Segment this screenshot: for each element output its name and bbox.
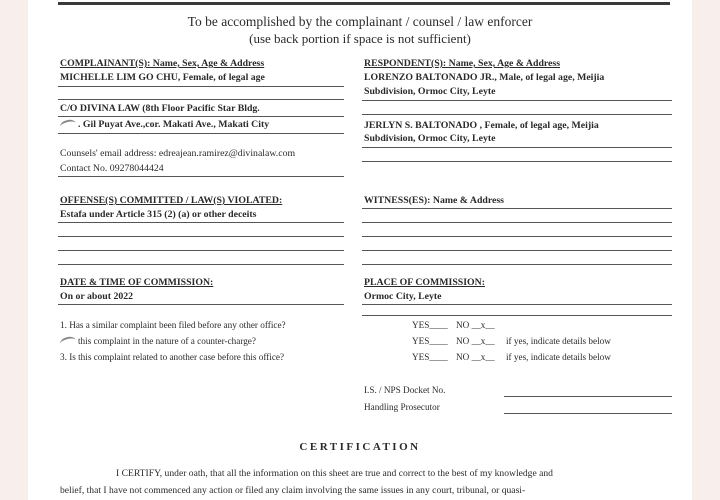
- pen-mark-icon: [59, 118, 77, 132]
- question-2-note: if yes, indicate details below: [506, 336, 611, 346]
- question-2-text: this complaint in the nature of a counter-charge?: [78, 336, 256, 346]
- offense-value: Estafa under Article 315 (2) (a) or other deceits: [60, 209, 257, 220]
- respondent-line-1: [362, 100, 672, 101]
- question-3-note: if yes, indicate details below: [506, 352, 611, 362]
- offense-line-1: [58, 222, 344, 223]
- certification-line-1: I CERTIFY, under oath, that all the information on this sheet are true and correct to the best of my knowledge and: [116, 468, 553, 479]
- date-time-value: On or about 2022: [60, 291, 134, 302]
- date-time-line: [58, 304, 344, 305]
- complainant-heading: COMPLAINANT(S): Name, Sex, Age & Address: [60, 58, 265, 69]
- docket-line: [504, 396, 672, 397]
- question-3-text: 3. Is this complaint related to another case before this office?: [60, 352, 285, 362]
- offense-line-4: [58, 264, 344, 265]
- complainant-line-1: [58, 86, 344, 87]
- offense-heading: OFFENSE(S) COMMITTED / LAW(S) VIOLATED:: [60, 195, 283, 206]
- question-3-no: NO __x__: [456, 352, 495, 362]
- intro-line-1: To be accomplished by the complainant / counsel / law enforcer: [187, 14, 533, 29]
- witness-line-5: [362, 264, 672, 265]
- complainant-address-2-wrap: [60, 119, 269, 130]
- respondent-line-4: [362, 161, 672, 162]
- complainant-line-3: [58, 116, 344, 117]
- complainant-value: MICHELLE LIM GO CHU, Female, of legal age: [60, 72, 265, 83]
- pen-mark-icon: [59, 335, 77, 349]
- complainant-email: Counsels' email address: edreajean.ramirez@divinalaw.com: [60, 148, 296, 159]
- top-border-line: [58, 2, 670, 5]
- complainant-address-2: . Gil Puyat Ave.,cor. Makati Ave., Makati City: [78, 119, 270, 130]
- witness-line-3: [362, 236, 672, 237]
- place-line-2: [362, 315, 672, 316]
- complaint-sheet-page: [28, 0, 692, 500]
- respondent-2-line-2: Subdivision, Ormoc City, Leyte: [364, 133, 496, 144]
- question-2-no: NO __x__: [456, 336, 495, 346]
- question-2-yes: YES____: [412, 336, 448, 346]
- place-heading: PLACE OF COMMISSION:: [364, 277, 486, 288]
- intro-line-2: (use back portion if space is not sufficient): [249, 31, 471, 46]
- witness-heading: WITNESS(ES): Name & Address: [364, 195, 504, 206]
- respondent-line-2: [362, 114, 672, 115]
- place-line-1: [362, 304, 672, 305]
- question-1-no: NO __x__: [456, 320, 495, 330]
- offense-line-3: [58, 250, 344, 251]
- respondent-2-line-1: JERLYN S. BALTONADO , Female, of legal age, Meijia: [364, 120, 599, 131]
- docket-label: I.S. / NPS Docket No.: [364, 385, 446, 395]
- question-1-yes: YES____: [412, 320, 448, 330]
- respondent-1-line-1: LORENZO BALTONADO JR., Male, of legal age, Meijia: [364, 72, 605, 83]
- witness-line-1: [362, 208, 672, 209]
- respondent-heading: RESPONDENT(S): Name, Sex, Age & Address: [364, 58, 561, 69]
- place-value: Ormoc City, Leyte: [364, 291, 442, 302]
- complainant-contact: Contact No. 09278044424: [60, 163, 164, 174]
- complainant-line-5: [58, 176, 344, 177]
- question-2-wrap: [60, 336, 256, 347]
- prosecutor-line: [504, 413, 672, 414]
- certification-line-2: belief, that I have not commenced any action or filed any claim involving the same issues in any court, tribunal, or quasi-: [60, 485, 526, 496]
- certification-title: CERTIFICATION: [299, 441, 421, 453]
- witness-line-4: [362, 250, 672, 251]
- respondent-1-line-2: Subdivision, Ormoc City, Leyte: [364, 86, 496, 97]
- prosecutor-label: Handling Prosecutor: [364, 402, 440, 412]
- question-1-text: 1. Has a similar complaint been filed before any other office?: [60, 320, 286, 330]
- respondent-line-3: [362, 147, 672, 148]
- question-3-yes: YES____: [412, 352, 448, 362]
- complainant-line-4: [58, 133, 344, 134]
- complainant-address-1: C/O DIVINA LAW (8th Floor Pacific Star Bldg.: [60, 103, 260, 114]
- complainant-line-2: [58, 99, 344, 100]
- witness-line-2: [362, 222, 672, 223]
- date-time-heading: DATE & TIME OF COMMISSION:: [60, 277, 214, 288]
- offense-line-2: [58, 236, 344, 237]
